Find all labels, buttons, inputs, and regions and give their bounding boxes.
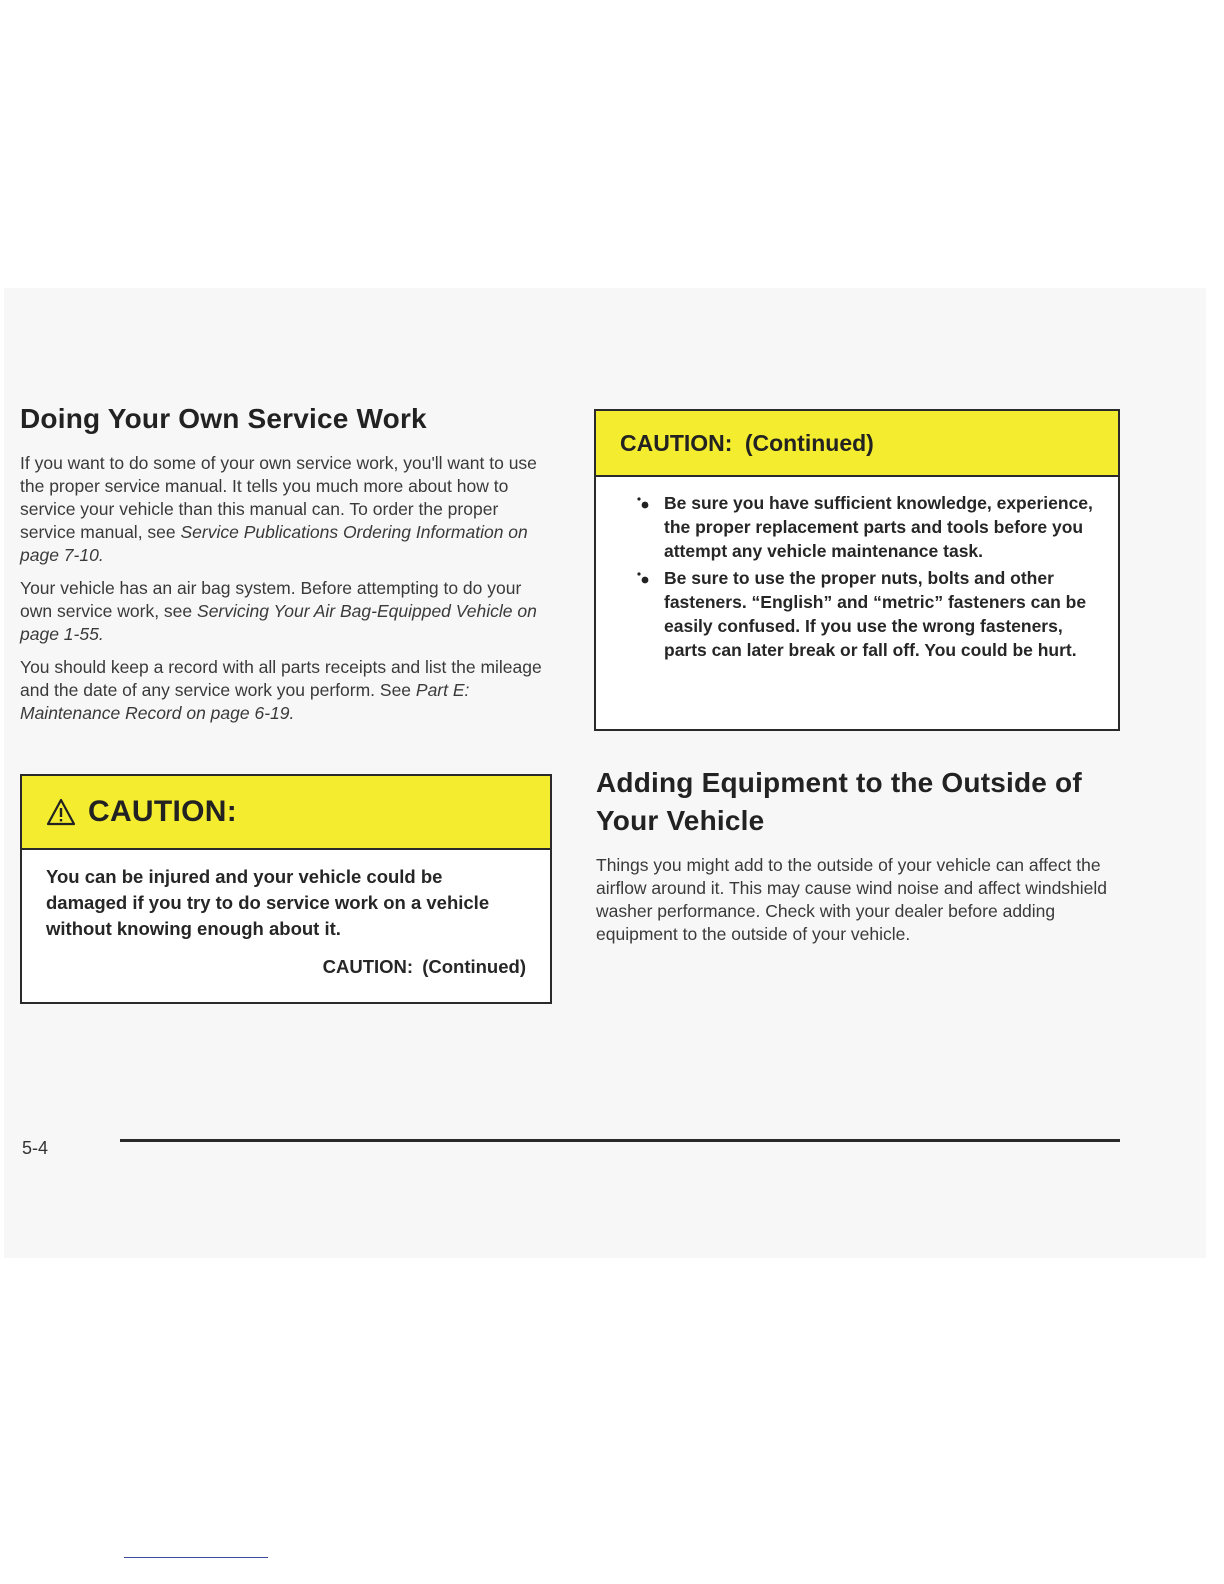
section-title-adding-equipment: Adding Equipment to the Outside of Your Vehicle [596, 767, 1082, 836]
paragraph-air-bag [20, 577, 552, 646]
paragraph-text: If you want to do some of your own service work, you'll want to use the proper service manual. It tells you much more about how to service your vehicle than this manual can. To order the proper service manual, see [20, 453, 537, 542]
cross-reference-link[interactable]: Servicing Your Air Bag-Equipped Vehicle on page 1-55. [20, 601, 537, 644]
cross-reference-link[interactable]: Part E: Maintenance Record on page 6-19. [20, 680, 470, 723]
adding-equipment-section [596, 764, 1120, 956]
section-title-service-work: Doing Your Own Service Work [20, 403, 427, 434]
caution-bullet-list [596, 477, 1118, 662]
cross-reference-link[interactable]: Service Publications Ordering Information on page 7-10. [20, 522, 528, 565]
caution-continued-box [594, 409, 1120, 731]
bullet-icon [636, 496, 650, 510]
list-item [636, 491, 1094, 563]
paragraph-records [20, 656, 552, 725]
caution-header [22, 776, 550, 850]
caution-title: CAUTION: [88, 795, 238, 828]
left-column [20, 402, 552, 735]
caution-continued-label: CAUTION: (Continued) [322, 956, 526, 977]
bullet-text: Be sure you have sufficient knowledge, experience, the proper replacement parts and tools before you attempt any vehicle maintenance task. [664, 493, 1093, 561]
bottom-divider [124, 1557, 268, 1558]
paragraph-text: Your vehicle has an air bag system. Before attempting to do your own service work, see [20, 578, 522, 621]
caution-text: You can be injured and your vehicle could be damaged if you try to do service work on a vehicle without knowing enough about it. [46, 866, 490, 939]
caution-box [20, 774, 552, 1004]
caution-continued-header [596, 411, 1118, 477]
caution-continued-title: CAUTION: (Continued) [620, 429, 874, 456]
paragraph-service-manual [20, 452, 552, 567]
paragraph-adding-equipment: Things you might add to the outside of your vehicle can affect the airflow around it. This may cause wind noise and affect windshield washer performance. Check with your dealer before adding equipment to the outside of your vehicle. [596, 855, 1108, 944]
footer-divider [120, 1139, 1120, 1142]
list-item [636, 566, 1094, 662]
warning-triangle-icon [46, 798, 76, 826]
page-number: 5-4 [22, 1138, 49, 1158]
paragraph-text: You should keep a record with all parts receipts and list the mileage and the date of any service work you perform. See [20, 657, 542, 700]
bullet-text: Be sure to use the proper nuts, bolts and other fasteners. “English” and “metric” fasteners can be easily confused. If you use the wrong fasteners, parts can later break or fall off. You could be hurt. [664, 568, 1087, 660]
bullet-icon [636, 571, 650, 585]
